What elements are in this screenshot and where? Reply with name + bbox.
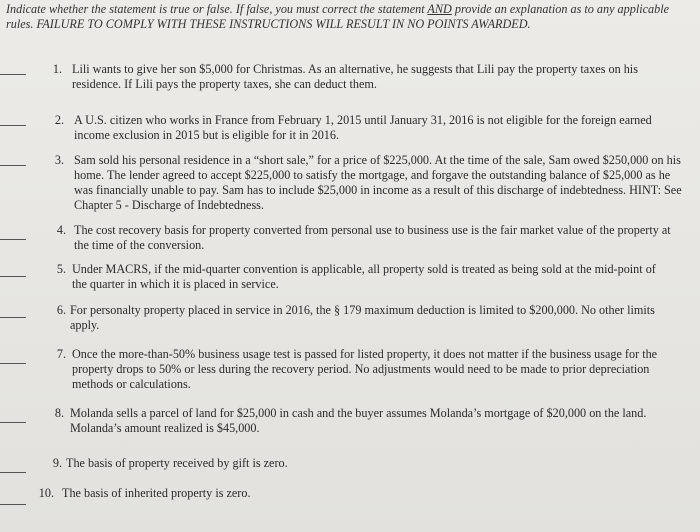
question-number: 1. bbox=[52, 62, 62, 76]
question-number: 3. bbox=[54, 153, 64, 167]
instructions-part1: Indicate whether the statement is true or false. If false, you must correct the statement bbox=[6, 2, 428, 16]
answer-blank[interactable] bbox=[0, 363, 26, 364]
answer-blank[interactable] bbox=[0, 422, 26, 423]
answer-blank[interactable] bbox=[0, 317, 26, 318]
answer-blank[interactable] bbox=[0, 472, 26, 473]
answer-blank[interactable] bbox=[0, 504, 26, 505]
question-number: 10. bbox=[38, 486, 54, 500]
question-text: A U.S. citizen who works in France from February 1, 2015 until January 31, 2016 is not eligible for the foreign earned income exclusion in 2015 but is eligible for it in 2016. bbox=[74, 113, 652, 142]
question-text: Once the more-than-50% business usage test is passed for listed property, it does not matter if the business usage for the property drops to 50% or less during the recovery period. No adjustments would need to be made to prior depreciation methods or calculations. bbox=[72, 347, 658, 391]
question-text: The basis of property received by gift is zero. bbox=[66, 456, 288, 470]
answer-blank[interactable] bbox=[0, 165, 26, 166]
question-number: 9. bbox=[52, 456, 62, 470]
answer-blank[interactable] bbox=[0, 125, 26, 126]
instructions-part2: provide an explanation as to any applicable rules. FAILURE TO COMPLY WITH THESE INSTRUCTIONS WILL RESULT IN NO POINTS AWARDED. bbox=[6, 2, 669, 31]
instructions-and: AND bbox=[427, 2, 452, 16]
question-text: The basis of inherited property is zero. bbox=[62, 486, 251, 500]
question-number: 6. bbox=[56, 303, 66, 317]
question-number: 2. bbox=[54, 113, 64, 127]
question-text: The cost recovery basis for property converted from personal use to business use is the fair market value of the property at the time of the conversion. bbox=[74, 223, 671, 252]
answer-blank[interactable] bbox=[0, 74, 26, 75]
question-number: 7. bbox=[56, 347, 66, 361]
answer-blank[interactable] bbox=[0, 276, 26, 277]
answer-blank[interactable] bbox=[0, 239, 26, 240]
question-text: Lili wants to give her son $5,000 for Christmas. As an alternative, he suggests that Lili pay the property taxes on his residence. If Lili pays the property taxes, she can deduct them. bbox=[72, 62, 638, 91]
question-text: Molanda sells a parcel of land for $25,000 in cash and the buyer assumes Molanda’s mortgage of $20,000 on the land. Molanda’s amount realized is $45,000. bbox=[70, 406, 647, 435]
question-text: For personalty property placed in service in 2016, the § 179 maximum deduction is limited to $200,000. No other limits apply. bbox=[70, 303, 655, 332]
instructions bbox=[6, 2, 686, 32]
question-text: Sam sold his personal residence in a “short sale,” for a price of $225,000. At the time of the sale, Sam owed $250,000 on his home. The lender agreed to accept $225,000 to satisfy the mortgage, and forgave the outstanding balance of $25,000 as he was financially unable to pay. Sam has to include $25,000 in income as a result of this discharge of indebtedness. HINT: See Chapter 5 - Discharge of Indebtedness. bbox=[74, 153, 682, 212]
question-number: 5. bbox=[56, 262, 66, 276]
question-number: 4. bbox=[56, 223, 66, 237]
question-number: 8. bbox=[54, 406, 64, 420]
question-text: Under MACRS, if the mid-quarter convention is applicable, all property sold is treated as being sold at the mid-point of the quarter in which it is placed in service. bbox=[72, 262, 656, 291]
